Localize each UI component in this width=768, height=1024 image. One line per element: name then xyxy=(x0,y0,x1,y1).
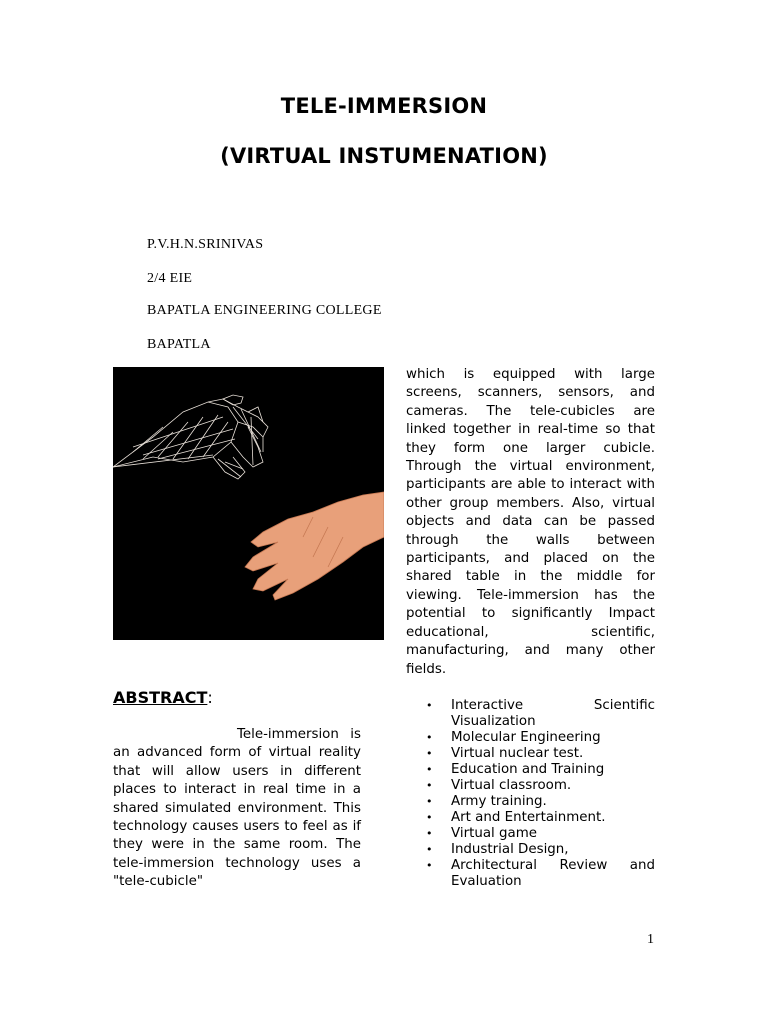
author-name: P.V.H.N.SRINIVAS xyxy=(147,237,264,252)
list-item: • Army training. xyxy=(426,794,547,809)
list-item: • Architectural Review and Evaluation xyxy=(426,858,655,889)
author-city: BAPATLA xyxy=(147,337,211,352)
list-item: • Virtual classroom. xyxy=(426,778,572,793)
list-item: • Art and Entertainment. xyxy=(426,810,606,825)
paper-title: TELE-IMMERSION xyxy=(280,94,488,118)
list-item: • Virtual nuclear test. xyxy=(426,746,584,761)
applications-list xyxy=(406,698,655,890)
abstract-heading-label: ABSTRACT xyxy=(113,688,208,707)
bullet-icon: • xyxy=(426,811,433,824)
list-item: • Education and Training xyxy=(426,762,605,777)
bullet-icon: • xyxy=(426,843,433,856)
hands-figure xyxy=(113,367,384,640)
bullet-icon: • xyxy=(426,827,433,840)
bullet-icon: • xyxy=(426,731,433,744)
bullet-icon: • xyxy=(426,779,433,792)
list-item: • Molecular Engineering xyxy=(426,730,601,745)
abstract-heading-colon: : xyxy=(207,688,213,707)
abstract-paragraph: Tele-immersion is an advanced form of virtual reality that will allow users in different places to interact in real time in a shared simulated environment. This technology causes users to feel as if they were in the same room. The tele-immersion technology uses a "tele-cubicle" xyxy=(113,727,361,890)
paper-subtitle: (VIRTUAL INSTUMENATION) xyxy=(220,144,548,168)
page-number: 1 xyxy=(647,932,654,947)
bullet-icon: • xyxy=(426,747,433,760)
list-item: • Industrial Design, xyxy=(426,842,569,857)
author-college: BAPATLA ENGINEERING COLLEGE xyxy=(147,303,382,318)
list-item: • Interactive Scientific Visualization xyxy=(426,698,655,729)
bullet-icon: • xyxy=(426,859,433,872)
list-item: • Virtual game xyxy=(426,826,537,841)
bullet-icon: • xyxy=(426,699,433,712)
bullet-icon: • xyxy=(426,795,433,808)
bullet-icon: • xyxy=(426,763,433,776)
intro-continued-paragraph: which is equipped with large screens, scanners, sensors, and cameras. The tele-cubicles are linked together in real-time so that they form one larger cubicle. Through the virtual environment, participants are able to interact with other group members. Also, virtual objects and data can be passed through the walls between participants, and placed on the shared table in the middle for viewing. Tele-immersion has the potential to significantly Impact educational, scientific, manufacturing, and many other fields. xyxy=(406,367,655,677)
author-class: 2/4 EIE xyxy=(147,271,193,286)
abstract-heading xyxy=(113,688,213,707)
wireframe-hand-and-human-hand-image xyxy=(113,367,384,640)
